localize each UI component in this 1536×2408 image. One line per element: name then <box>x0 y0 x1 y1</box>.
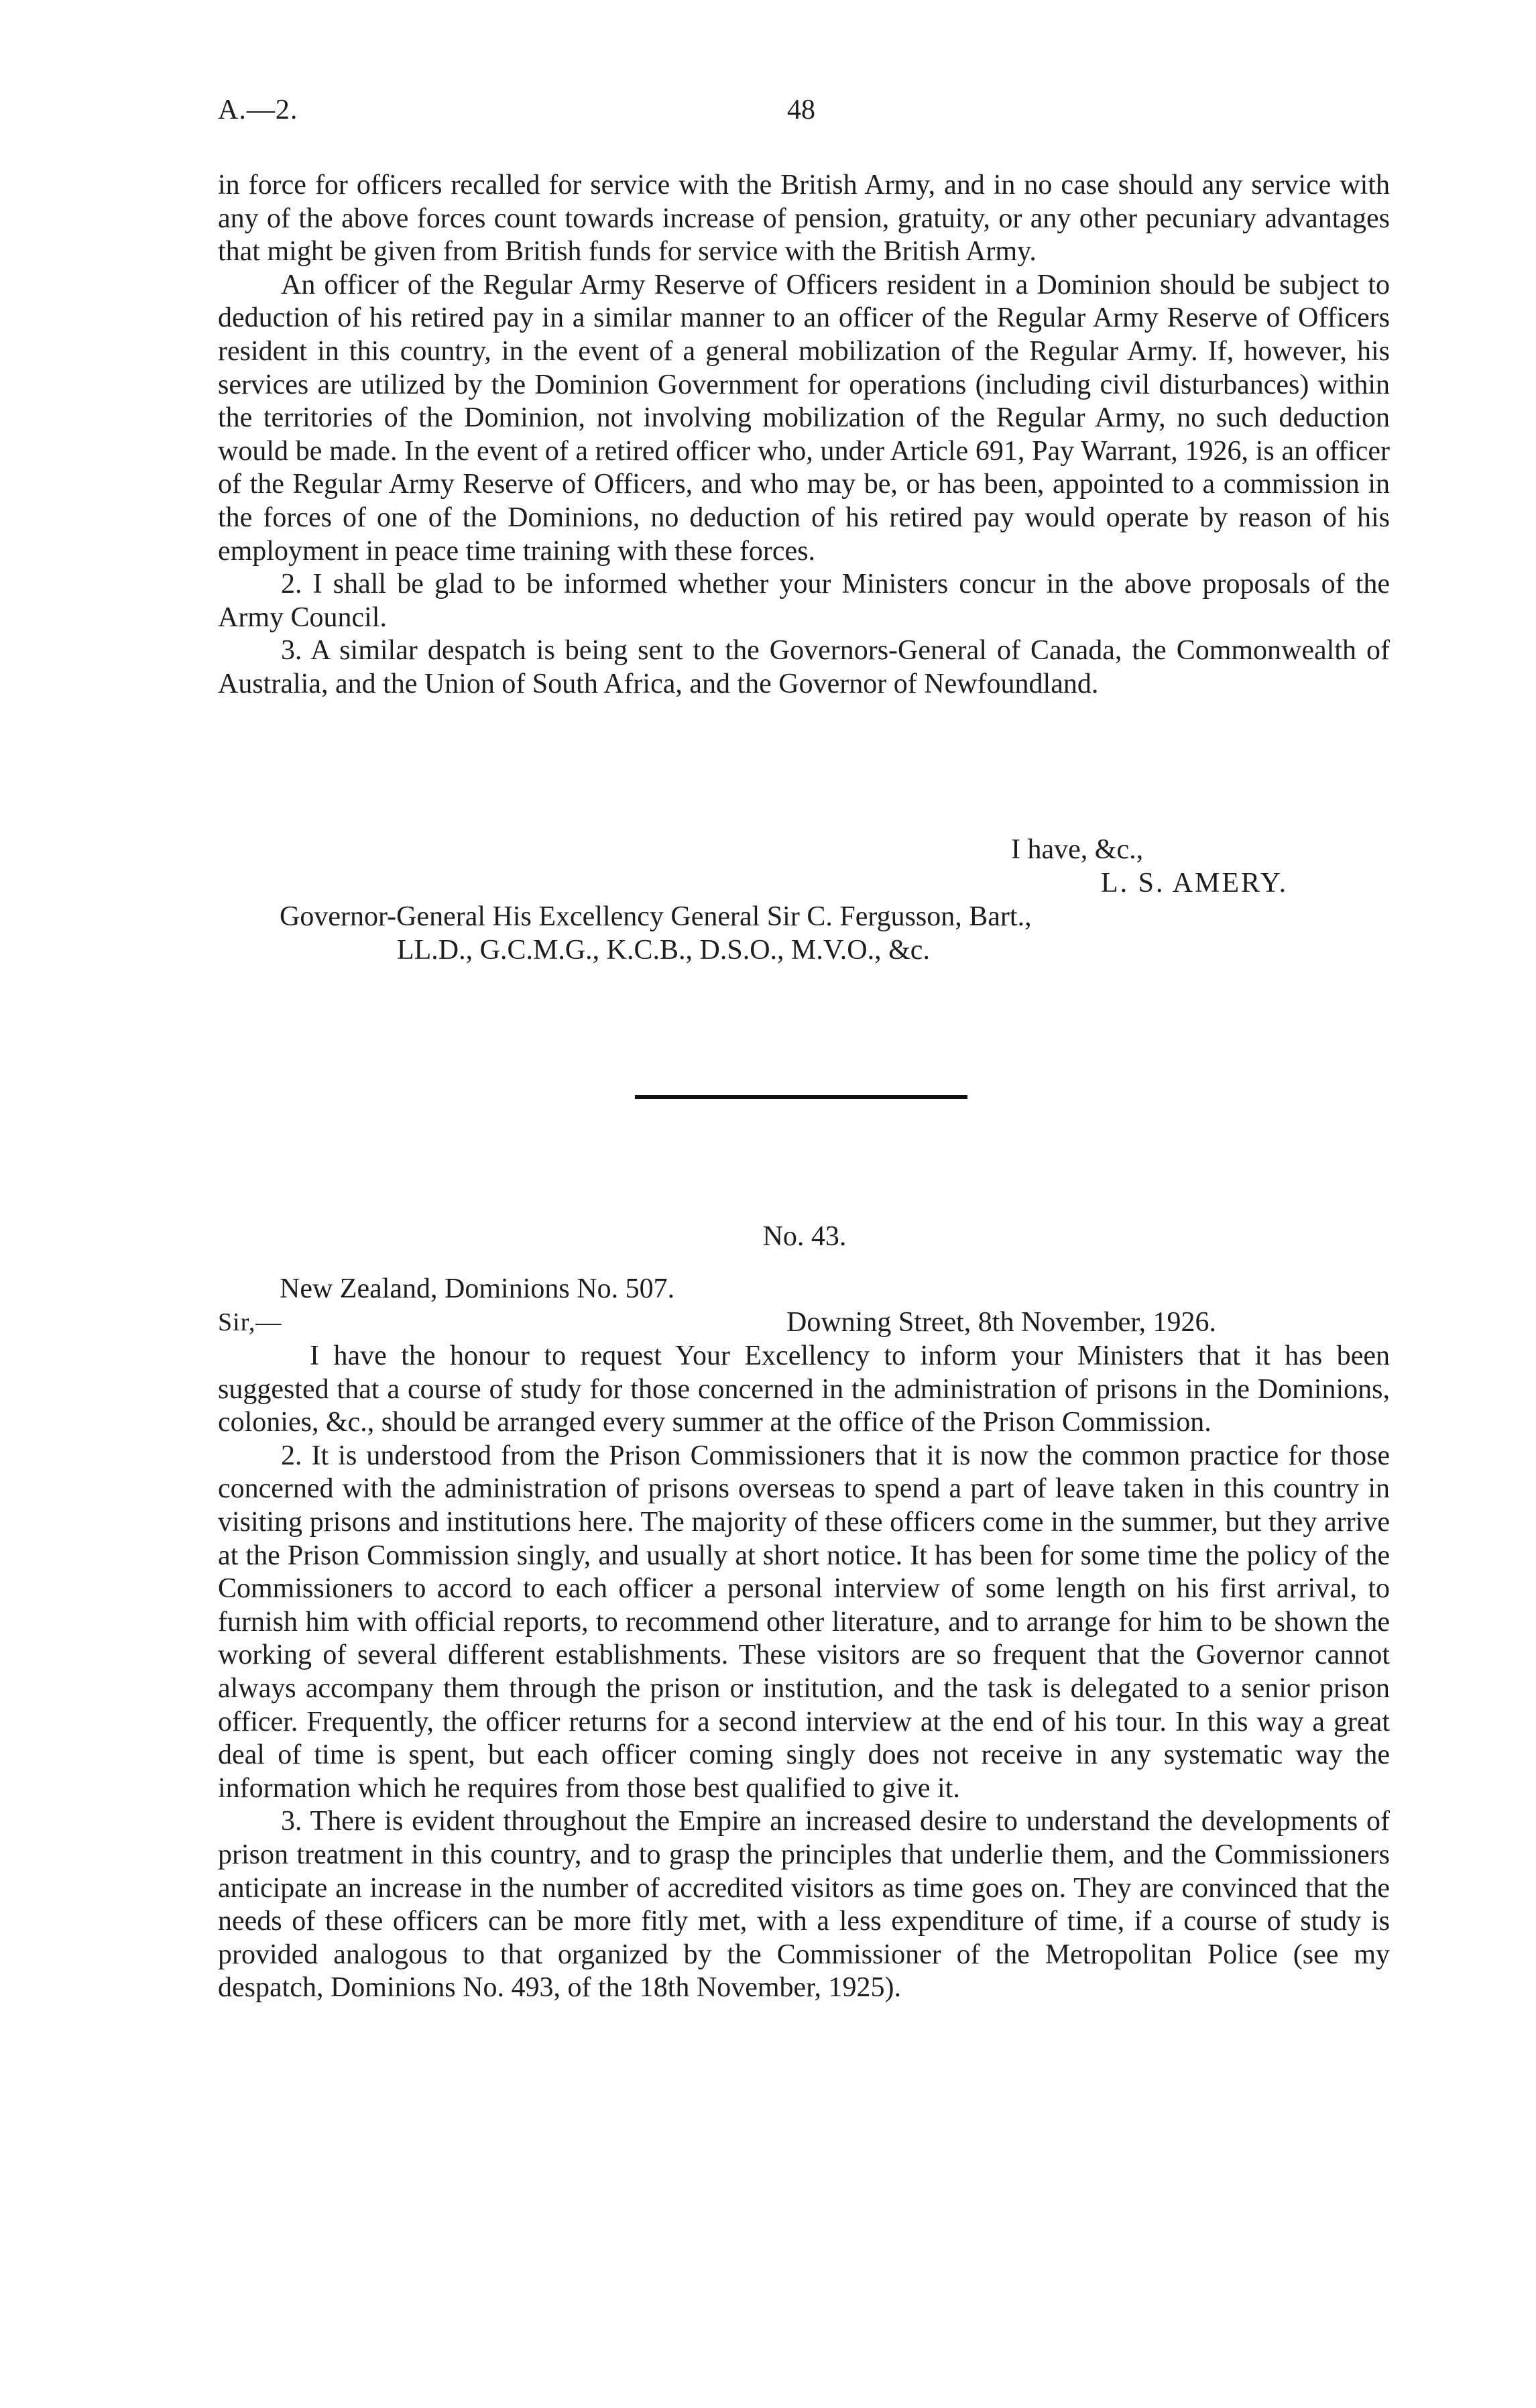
paragraph: 2. I shall be glad to be informed whether your Ministers concur in the above proposals of the Army Council. <box>218 569 1390 633</box>
paragraph: I have the honour to request Your Excellency to inform your Ministers that it has been suggested that a course of study for those concerned in the administration of prisons in the Dominions, colonies, &c., should be arranged every summer at the office of the Prison Commission. <box>218 1340 1390 1438</box>
paragraph: An officer of the Regular Army Reserve of Officers resident in a Dominion should be subject to deduction of his retired pay in a similar manner to an officer of the Regular Army Reserve of Officers resident in this country, in the event of a general mobilization of the Regular Army. If, however, his services are utilized by the Dominion Government for operations (including civil disturbances) within the territories of the Dominion, not involving mobilization of the Regular Army, no such deduction would be made. In the event of a retired officer who, under Article 691, Pay Warrant, 1926, is an officer of the Regular Army Reserve of Officers, and who may be, or has been, appointed to a commission in the forces of one of the Dominions, no deduction of his retired pay would operate by reason of his employment in peace time training with these forces. <box>218 269 1390 567</box>
paragraph: 3. A similar despatch is being sent to the Governors-General of Canada, the Commonwealth of Australia, and the Union of South Africa, and the Governor of Newfoundland. <box>218 635 1390 699</box>
addressee-honours: LL.D., G.C.M.G., K.C.B., D.S.O., M.V.O., &c. <box>397 935 930 966</box>
letter-continuation-body <box>218 169 1390 701</box>
signature: L. S. AMERY. <box>1101 868 1289 899</box>
despatch-number: No. 43. <box>762 1221 847 1252</box>
place-date: Downing Street, 8th November, 1926. <box>786 1307 1217 1338</box>
section-divider <box>635 1095 967 1099</box>
letter-body <box>218 1340 1390 2005</box>
document-code: A.—2. <box>218 95 298 125</box>
paragraph: 3. There is evident throughout the Empire an increased desire to understand the developments of prison treatment in this country, and to grasp the principles that underlie them, and the Commissioners anticipate an increase in the number of accredited visitors as time goes on. They are convinced that the needs of these officers can be more fitly met, with a less expenditure of time, if a course of study is provided analogous to that organized by the Commissioner of the Metropolitan Police (see my despatch, Dominions No. 493, of the 18th November, 1925). <box>218 1806 1390 2004</box>
despatch-reference: New Zealand, Dominions No. 507. <box>280 1273 675 1304</box>
salutation: Sir,— <box>218 1308 282 1336</box>
addressee-line: Governor-General His Excellency General Sir C. Fergusson, Bart., <box>280 901 1032 932</box>
paragraph: 2. It is understood from the Prison Commissioners that it is now the common practice for those concerned with the administration of prisons overseas to spend a part of leave taken in this country in visiting prisons and institutions here. The majority of these officers come in the summer, but they arrive at the Prison Commission singly, and usually at short notice. It has been for some time the policy of the Commissioners to accord to each officer a personal interview of some length on his first arrival, to furnish him with official reports, to recommend other literature, and to arrange for him to be shown the working of several different establishments. These visitors are so frequent that the Governor cannot always accompany them through the prison or institution, and the task is delegated to a senior prison officer. Frequently, the officer returns for a second interview at the end of his tour. In this way a great deal of time is spent, but each officer coming singly does not receive in any systematic way the information which he requires from those best qualified to give it. <box>218 1440 1390 1804</box>
page-number: 48 <box>787 95 815 125</box>
closing-formula: I have, &c., <box>1011 834 1144 865</box>
paragraph: in force for officers recalled for service with the British Army, and in no case should any service with any of the above forces count towards increase of pension, gratuity, or any other pecuniary advantages that might be given from British funds for service with the British Army. <box>218 170 1390 268</box>
